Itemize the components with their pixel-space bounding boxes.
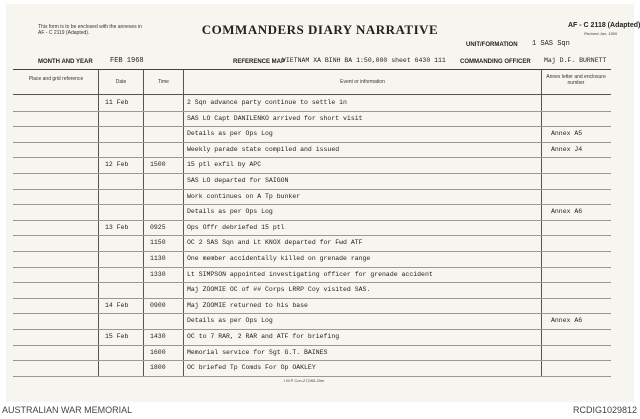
row-date: 11 Feb [105,99,129,106]
reference-map-value: VIETNAM XA BINH BA 1:50,000 sheet 6430 111 [282,57,446,64]
row-divider [13,313,611,314]
unit-value: 1 SAS Sqn [532,40,570,48]
archive-caption: AUSTRALIAN WAR MEMORIAL [2,405,133,415]
col-time-header: Time [158,79,169,85]
row-event: OC to 7 RAR, 2 RAR and ATF for briefing [187,333,340,340]
row-divider [13,345,611,346]
row-date: 14 Feb [105,301,129,309]
row-divider [13,282,611,283]
row-event: OC 2 SAS Sqn and Lt KNOX departed for Fwd ATF [187,239,363,247]
row-divider [13,251,611,252]
row-event: SAS LO departed for SAIGON [187,177,289,184]
row-divider [13,189,611,190]
row-divider [13,142,611,143]
row-divider [13,157,611,158]
row-event: One member accidentally killed on grenade range [187,255,371,262]
col-date-header: Date [115,79,127,85]
row-annex: Annex A5 [551,130,583,138]
row-divider [13,329,611,330]
row-event: Lt SIMPSON appointed investigating officer for grenade accident [187,270,433,278]
row-time: 0925 [150,223,166,231]
revised-date: Revised Jan, 1965 [584,31,618,36]
record-id: RCDIG1029812 [572,405,637,415]
row-event: Ops Offr debriefed 15 ptl [187,223,285,231]
form-number: AF - C 2118 (Adapted) [568,22,640,29]
reference-map-label: REFERENCE MAP [233,59,286,65]
col-event-header: Event or information [340,79,385,85]
row-event: Maj ZOOMIE OC of ## Corps LRRP Coy visited SAS. [187,286,371,294]
column-divider [541,70,542,377]
row-time: 1600 [150,348,166,356]
diary-table [13,69,611,377]
column-divider [98,70,99,377]
row-event: Memorial service for Sgt G.T. BAINES [187,348,328,356]
row-annex: Annex A6 [551,317,583,325]
row-event: SAS LO Capt DANILENKO arrived for short visit [187,114,363,122]
commanding-officer-value: Maj D.F. BURNETT [544,57,607,64]
row-time: 0900 [150,301,166,309]
col-annex-header: Annex letter and enclosure number [546,74,606,86]
row-divider [13,204,611,205]
row-divider [13,235,611,236]
row-divider [13,126,611,127]
row-event: Details as per Ops Log [187,130,273,138]
row-event: 15 ptl exfil by APC [187,161,262,169]
printer-imprint: I M P Con-272/65-20m [284,378,325,383]
row-time: 1130 [150,255,166,262]
row-event: Work continues on A Tp bunker [187,192,301,200]
row-divider [13,220,611,221]
row-event: Weekly parade state compiled and issued [187,145,340,153]
header-divider [13,94,611,95]
row-annex: Annex A6 [551,208,583,216]
row-divider [13,267,611,268]
row-divider [13,173,611,174]
row-event: 2 Sqn advance party continue to settle in [187,99,347,106]
row-date: 12 Feb [105,161,129,169]
page-title: COMMANDERS DIARY NARRATIVE [201,22,439,37]
row-event: Details as per Ops Log [187,317,273,325]
row-event: Maj ZOOMIE returned to his base [187,301,308,309]
row-annex: Annex J4 [551,145,583,153]
column-divider [183,70,184,377]
commanding-officer-label: COMMANDING OFFICER [460,59,531,65]
column-divider [143,70,144,377]
col-place-header: Place and grid reference [28,76,84,82]
row-divider [13,360,611,361]
row-time: 1800 [150,364,166,372]
row-time: 1430 [150,333,166,340]
row-time: 1150 [150,239,166,247]
row-event: OC briefed Tp Comds For Op OAKLEY [187,364,316,372]
row-event: Details as per Ops Log [187,208,273,216]
row-date: 15 Feb [105,333,129,340]
row-divider [13,376,611,377]
month-value: FEB 1968 [110,57,144,65]
row-time: 1330 [150,270,166,278]
unit-label: UNIT/FORMATION [466,42,518,48]
row-date: 13 Feb [105,223,129,231]
row-time: 1500 [150,161,166,169]
form-note: This form is to be enclosed with the annexes in AF - C 2119 (Adapted). [38,24,142,36]
month-label: MONTH AND YEAR [38,59,93,65]
row-divider [13,111,611,112]
row-divider [13,298,611,299]
